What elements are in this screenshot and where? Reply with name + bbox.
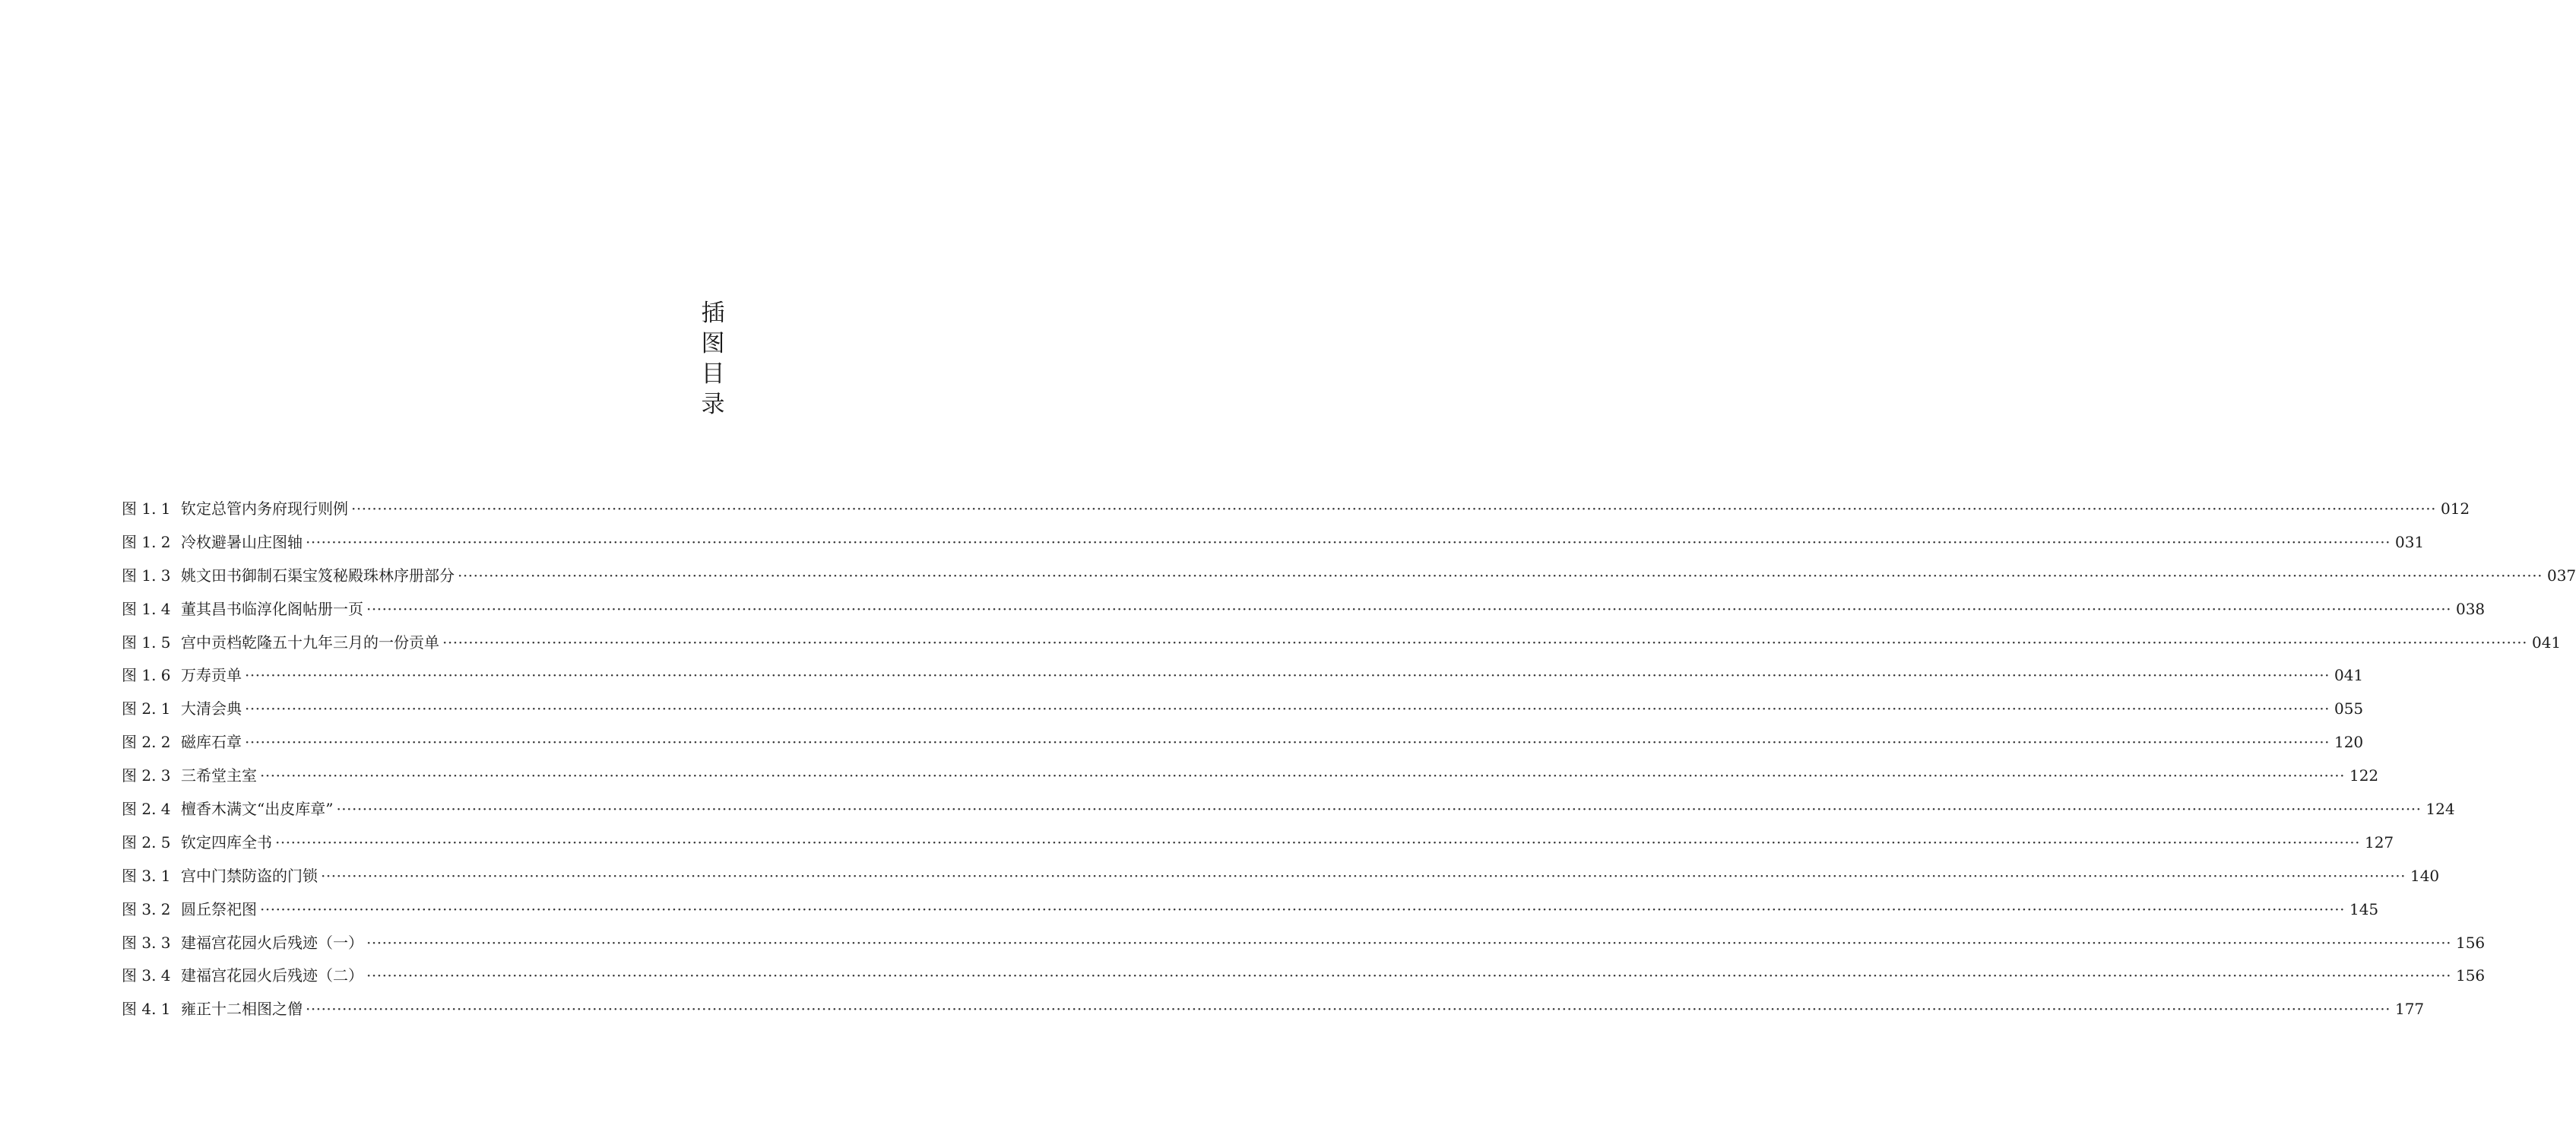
toc-entry[interactable] xyxy=(122,693,2364,726)
toc-entry[interactable] xyxy=(122,893,2379,927)
dot-leader: ················································································································································································································································································································································································································ xyxy=(306,1000,2391,1019)
page-number: 122 xyxy=(2349,766,2379,785)
dot-leader: ················································································································································································································································································································································································································ xyxy=(321,866,2406,885)
toc-entry[interactable] xyxy=(122,659,2364,693)
figure-title: 宫中贡档乾隆五十九年三月的一份贡单 xyxy=(181,633,439,652)
page-number: 041 xyxy=(2531,633,2562,652)
illustration-list xyxy=(122,493,2576,1026)
dot-leader: ················································································································································································································································································································································································································ xyxy=(351,499,2436,518)
toc-entry[interactable] xyxy=(122,860,2440,893)
page-number: 041 xyxy=(2334,666,2364,685)
page-number: 120 xyxy=(2334,733,2364,752)
toc-entry[interactable] xyxy=(122,826,2394,860)
figure-title: 钦定四库全书 xyxy=(181,832,272,851)
title-char: 图 xyxy=(701,330,725,357)
dot-leader: ················································································································································································································································································································································································································ xyxy=(260,766,2345,785)
figure-title: 三希堂主室 xyxy=(181,766,257,785)
figure-number: 图 3. 2 xyxy=(122,899,171,918)
toc-entry[interactable] xyxy=(122,526,2425,560)
figure-title: 姚文田书御制石渠宝笈秘殿珠林序册部分 xyxy=(181,566,455,585)
page-number: 012 xyxy=(2440,499,2470,518)
figure-title: 万寿贡单 xyxy=(181,666,242,685)
toc-entry[interactable] xyxy=(122,760,2379,793)
toc-entry[interactable] xyxy=(122,927,2486,960)
page-number: 055 xyxy=(2334,699,2364,718)
figure-number: 图 1. 4 xyxy=(122,599,171,618)
dot-leader: ················································································································································································································································································································································································································ xyxy=(306,532,2391,551)
figure-title: 宫中门禁防盗的门锁 xyxy=(181,866,318,885)
dot-leader: ················································································································································································································································································································································································································ xyxy=(366,966,2451,985)
page-number: 124 xyxy=(2425,800,2455,819)
figure-number: 图 1. 2 xyxy=(122,532,171,551)
figure-title: 钦定总管内务府现行则例 xyxy=(181,499,348,518)
figure-number: 图 1. 5 xyxy=(122,633,171,652)
figure-number: 图 2. 3 xyxy=(122,766,171,785)
page-number: 156 xyxy=(2455,966,2486,985)
dot-leader: ················································································································································································································································································································································································································ xyxy=(245,699,2330,718)
page-number: 177 xyxy=(2394,1000,2425,1019)
figure-title: 冷枚避暑山庄图轴 xyxy=(181,532,303,551)
figure-number: 图 2. 4 xyxy=(122,800,171,819)
figure-number: 图 3. 3 xyxy=(122,933,171,952)
figure-number: 图 4. 1 xyxy=(122,1000,171,1019)
title-char: 插 xyxy=(701,300,725,327)
figure-number: 图 2. 1 xyxy=(122,699,171,718)
figure-number: 图 3. 1 xyxy=(122,866,171,885)
page-number: 037 xyxy=(2546,566,2576,585)
page-number: 031 xyxy=(2394,532,2425,551)
figure-title: 建福宫花园火后残迹（二） xyxy=(181,966,363,985)
page-number: 140 xyxy=(2410,866,2440,885)
toc-entry[interactable] xyxy=(122,793,2455,826)
dot-leader: ················································································································································································································································································································································································································ xyxy=(275,832,2360,851)
title-char: 录 xyxy=(701,391,725,418)
figure-title: 檀香木满文“出皮库章” xyxy=(181,800,334,819)
figure-number: 图 2. 5 xyxy=(122,832,171,851)
dot-leader: ················································································································································································································································································································································································································ xyxy=(336,800,2422,819)
figure-title: 雍正十二相图之僧 xyxy=(181,1000,303,1019)
figure-number: 图 2. 2 xyxy=(122,733,171,752)
figure-number: 图 1. 1 xyxy=(122,499,171,518)
figure-title: 董其昌书临淳化阁帖册一页 xyxy=(181,599,363,618)
figure-number: 图 1. 3 xyxy=(122,566,171,585)
dot-leader: ················································································································································································································································································································································································································ xyxy=(442,633,2527,652)
figure-title: 圆丘祭祀图 xyxy=(181,899,257,918)
page-title-vertical xyxy=(693,298,733,420)
figure-title: 建福宫花园火后残迹（一） xyxy=(181,933,363,952)
toc-entry[interactable] xyxy=(122,493,2470,526)
page-number: 038 xyxy=(2455,599,2486,618)
page-number: 156 xyxy=(2455,933,2486,952)
toc-entry[interactable] xyxy=(122,560,2576,593)
figure-number: 图 3. 4 xyxy=(122,966,171,985)
dot-leader: ················································································································································································································································································································································································································ xyxy=(245,666,2330,685)
title-char: 目 xyxy=(701,360,725,388)
toc-entry[interactable] xyxy=(122,626,2562,660)
toc-entry[interactable] xyxy=(122,959,2486,993)
toc-entry[interactable] xyxy=(122,593,2486,626)
page-number: 145 xyxy=(2349,899,2379,918)
toc-entry[interactable] xyxy=(122,993,2425,1026)
dot-leader: ················································································································································································································································································································································································································ xyxy=(245,733,2330,752)
dot-leader: ················································································································································································································································································································································································································ xyxy=(366,599,2451,618)
dot-leader: ················································································································································································································································································································································································································ xyxy=(260,899,2345,918)
page-number: 127 xyxy=(2364,832,2394,851)
dot-leader: ················································································································································································································································································································································································································ xyxy=(366,933,2451,952)
dot-leader: ················································································································································································································································································································································································································ xyxy=(458,566,2543,585)
figure-number: 图 1. 6 xyxy=(122,666,171,685)
figure-title: 磁库石章 xyxy=(181,733,242,752)
toc-entry[interactable] xyxy=(122,726,2364,760)
figure-title: 大清会典 xyxy=(181,699,242,718)
